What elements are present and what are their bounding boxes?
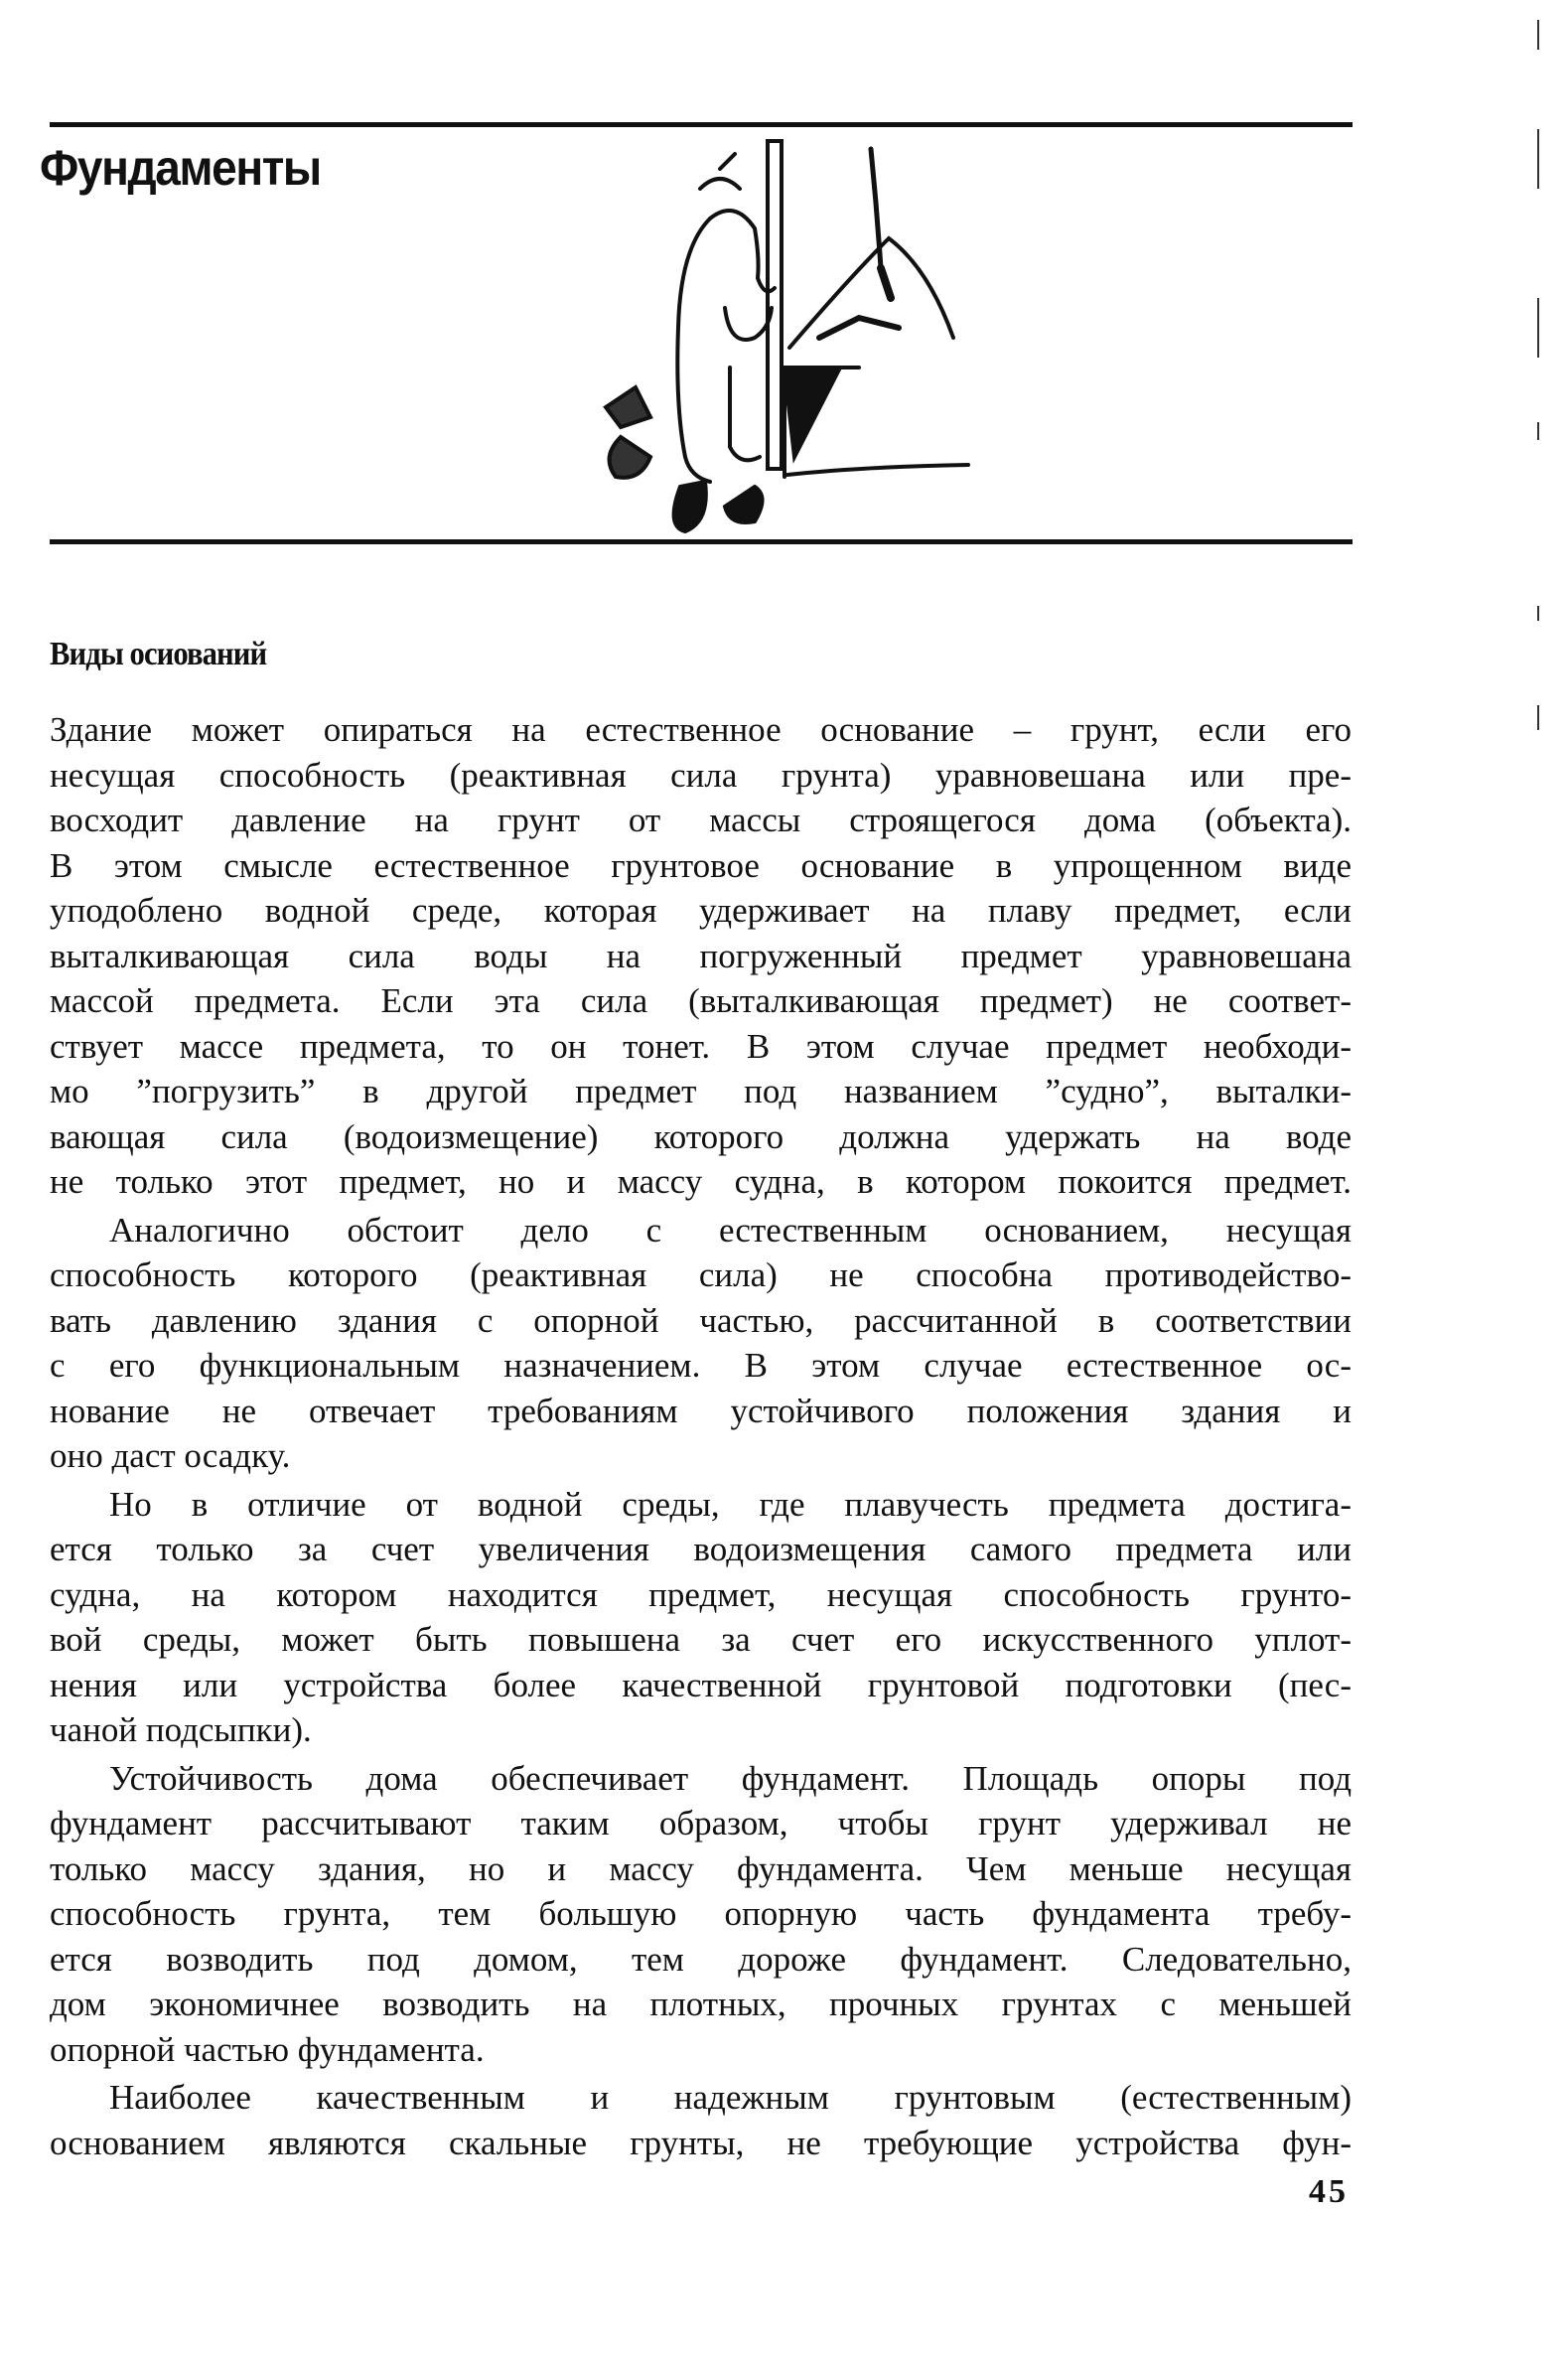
scan-mark xyxy=(1537,298,1539,358)
text-line: вой среды, может быть повышена за счет его искусственного уплот- xyxy=(50,1620,1352,1659)
text-line: ется только за счет увеличения водоизмещения самого предмета или xyxy=(50,1530,1352,1568)
section-heading: Виды осиований xyxy=(50,636,267,672)
text-line: основанием являются скальные грунты, не требующие устройства фун- xyxy=(50,2123,1352,2162)
text-line: ется возводить под домом, тем дороже фундамент. Следовательно, xyxy=(50,1939,1352,1979)
text-line: оно даст осадку. xyxy=(50,1436,291,1475)
text-line: Но в отличие от водной среды, где плавучесть предмета достига- xyxy=(109,1484,1352,1524)
text-line: способность грунта, тем большую опорную часть фундамента требу- xyxy=(50,1894,1352,1933)
scan-mark xyxy=(1537,705,1539,730)
top-rule xyxy=(50,122,1353,127)
text-line: нование не отвечает требованиям устойчивого положения здания и xyxy=(50,1391,1352,1430)
page-number: 45 xyxy=(1309,2173,1349,2210)
illustration-man-measuring-soil xyxy=(561,129,1038,536)
scan-mark xyxy=(1537,20,1539,50)
text-line: чаной подсыпки). xyxy=(50,1710,312,1749)
text-line: Устойчивость дома обеспечивает фундамент. Площадь опоры под xyxy=(109,1758,1352,1798)
text-line: Здание может опираться на естественное основание – грунт, если его xyxy=(50,710,1352,749)
paragraph xyxy=(50,1756,1352,2073)
text-line: Наиболее качественным и надежным грунтовым (естественным) xyxy=(109,2078,1352,2117)
text-line: вающая сила (водоизмещение) которого должна удержать на воде xyxy=(50,1116,1352,1156)
text-line: несущая способность (реактивная сила грунта) уравновешана или пре- xyxy=(50,755,1352,795)
text-line: опорной частью фундамента. xyxy=(50,2029,485,2069)
text-line: восходит давление на грунт от массы строящегося дома (объекта). xyxy=(50,801,1352,839)
text-line: ствует массе предмета, то он тонет. В этом случае предмет необходи- xyxy=(50,1026,1352,1066)
scan-mark xyxy=(1537,422,1539,440)
scan-mark xyxy=(1537,129,1539,189)
text-line: способность которого (реактивная сила) не способна противодейство- xyxy=(50,1255,1352,1294)
paragraph xyxy=(50,2075,1352,2165)
body-text xyxy=(50,707,1352,2168)
scan-mark xyxy=(1537,606,1539,621)
text-line: только массу здания, но и массу фундамента. Чем меньше несущая xyxy=(50,1848,1352,1888)
paragraph xyxy=(50,1482,1352,1753)
paragraph xyxy=(50,1208,1352,1479)
text-line: с его функциональным назначением. В этом случае естественное ос- xyxy=(50,1346,1352,1385)
paragraph xyxy=(50,707,1352,1205)
text-line: фундамент рассчитывают таким образом, чтобы грунт удерживал не xyxy=(50,1804,1352,1842)
text-line: не только этот предмет, но и массу судна, в котором покоится предмет. xyxy=(50,1162,1352,1201)
text-line: выталкивающая сила воды на погруженный предмет уравновешана xyxy=(50,936,1352,975)
text-line: уподоблено водной среде, которая удерживает на плаву предмет, если xyxy=(50,891,1352,930)
text-line: В этом смысле естественное грунтовое основание в упрощенном виде xyxy=(50,845,1352,885)
text-line: дом экономичнее возводить на плотных, прочных грунтах с меньшей xyxy=(50,1985,1352,2023)
text-line: массой предмета. Если эта сила (выталкивающая предмет) не соответ- xyxy=(50,981,1352,1020)
text-line: мо ”погрузить” в другой предмет под названием ”судно”, выталки- xyxy=(50,1072,1352,1110)
bottom-rule xyxy=(50,539,1353,544)
text-line: Аналогично обстоит дело с естественным основанием, несущая xyxy=(109,1210,1352,1250)
text-line: вать давлению здания с опорной частью, рассчитанной в соответствии xyxy=(50,1300,1352,1340)
text-line: нения или устройства более качественной грунтовой подготовки (пес- xyxy=(50,1665,1352,1704)
chapter-title: Фундаменты xyxy=(40,140,321,196)
text-line: судна, на котором находится предмет, несущая способность грунто- xyxy=(50,1574,1352,1614)
